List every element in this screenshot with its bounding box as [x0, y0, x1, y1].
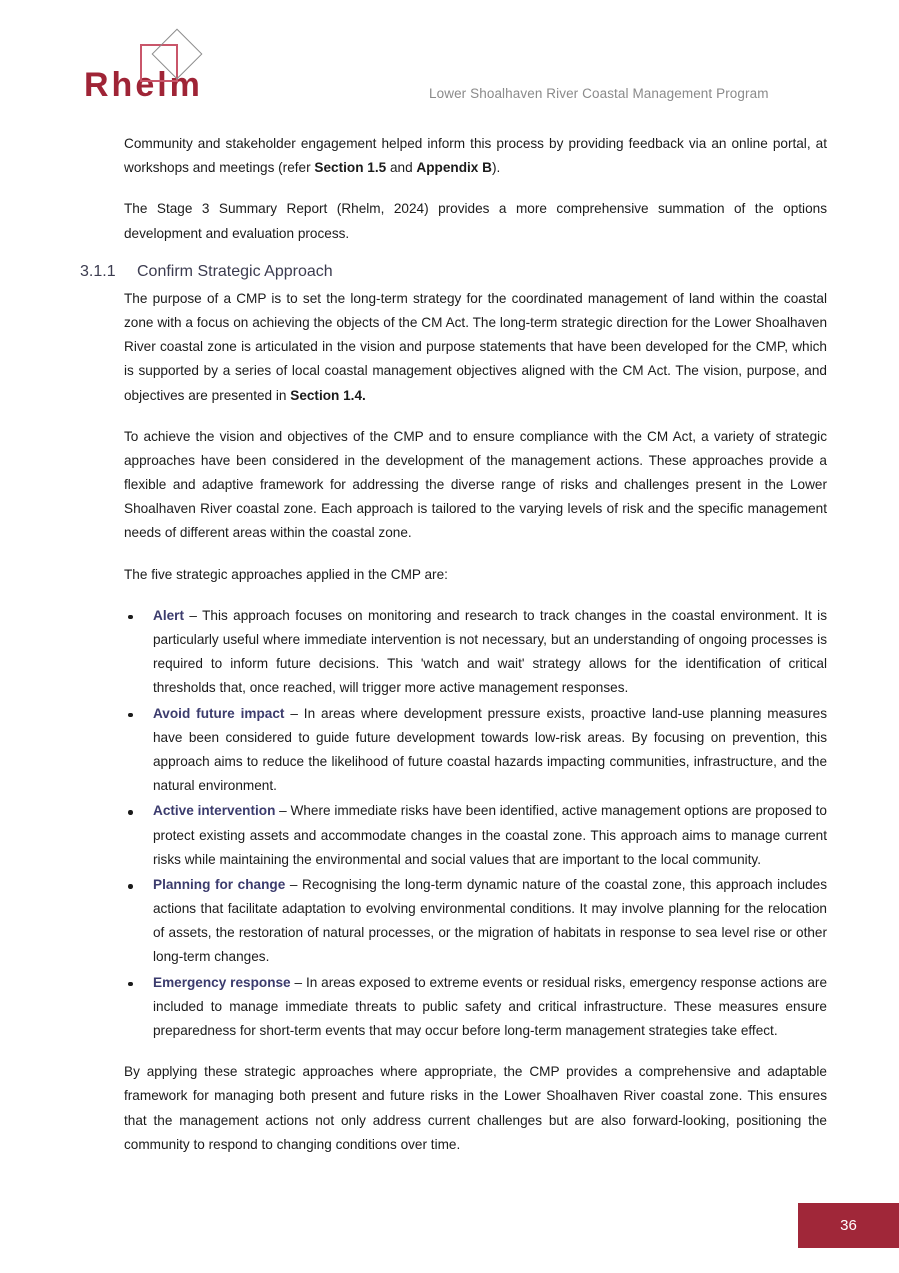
intro-p1-ref-appendix: Appendix B	[416, 160, 492, 176]
approach-term: Planning for change	[153, 876, 286, 892]
approach-term: Avoid future impact	[153, 705, 285, 721]
section-p1-text: The purpose of a CMP is to set the long-term strategy for the coordinated management of land within the coastal zone with a focus on achieving the objects of the CM Act. The long-term strategic direction for the Lower Shoalhaven River coastal zone is articulated in the vision and purpose statements that have been developed for the CMP, which is supported by a series of local coastal management objectives aligned with the CM Act. The vision, purpose, and objectives are presented in	[124, 290, 827, 403]
page-header	[0, 0, 899, 132]
page-number-badge	[798, 1203, 899, 1248]
approach-description: Where immediate risks have been identified, active management options are proposed to protect existing assets and accommodate changes in the coastal zone. This approach aims to manage current risks while maintaining the environmental and social values that are important to the local community.	[153, 803, 827, 867]
approach-description: In areas where development pressure exists, proactive land-use planning measures have been considered to guide future development towards low-risk areas. By focusing on prevention, this approach aims to reduce the likelihood of future coastal hazards impacting communities, infrastructure, and the natural environment.	[153, 705, 827, 794]
section-p1-ref: Section 1.4.	[290, 387, 366, 403]
list-item	[124, 702, 827, 799]
intro-p1-text-3: ).	[491, 160, 501, 176]
bullet-icon	[128, 884, 133, 889]
rhelm-logo	[84, 42, 264, 112]
approach-dash: –	[285, 876, 303, 892]
bullet-icon	[128, 982, 133, 987]
approach-dash: –	[290, 974, 306, 990]
approach-term: Emergency response	[153, 974, 291, 990]
approach-dash: –	[284, 705, 304, 721]
approach-term: Alert	[153, 607, 184, 623]
approach-term: Active intervention	[153, 803, 276, 819]
approach-description: Recognising the long-term dynamic nature of the coastal zone, this approach includes actions that facilitate adaptation to evolving environmental conditions. It may involve planning for the relocation of assets, the restoration of natural processes, or the migration of habitats in response to sea level rise or other long-term changes.	[153, 876, 827, 965]
bullet-icon	[128, 713, 133, 718]
section-paragraph-3: The five strategic approaches applied in the CMP are:	[124, 566, 448, 582]
bullet-icon	[128, 810, 133, 815]
approach-dash: –	[183, 607, 203, 623]
logo-wordmark: Rhelm	[84, 66, 203, 104]
strategic-approaches-list	[124, 604, 827, 1043]
approach-description: This approach focuses on monitoring and research to track changes in the coastal environment. It is particularly useful where immediate intervention is not necessary, but an understanding of ongoing processes is required to inform future decisions. This 'watch and wait' strategy allows for the identification of critical thresholds that, once reached, will trigger more active management responses.	[153, 607, 828, 696]
section-title: Confirm Strategic Approach	[137, 262, 333, 280]
closing-paragraph: By applying these strategic approaches where appropriate, the CMP provides a comprehensive and adaptable framework for managing both present and future risks in the Lower Shoalhaven River coastal zone. This ensures that the management actions not only address current challenges but are also forward-looking, positioning the community to respond to changing conditions over time.	[124, 1064, 827, 1152]
bullet-icon	[128, 615, 133, 620]
intro-p1-text-1: Community and stakeholder engagement helped inform this process by providing feedback via an online portal, at workshops and meetings (refer	[124, 136, 827, 176]
page-number: 36	[840, 1217, 857, 1234]
intro-paragraph-1	[124, 132, 827, 180]
intro-p1-ref-section: Section 1.5	[314, 160, 387, 176]
section-heading-3-1-1	[80, 263, 899, 281]
section-paragraph-2: To achieve the vision and objectives of the CMP and to ensure compliance with the CM Act, a variety of strategic approaches have been considered in the development of the management actions. These approaches provide a flexible and adaptive framework for addressing the diverse range of risks and challenges present in the Lower Shoalhaven River coastal zone. Each approach is tailored to the varying levels of risk and the specific management needs of different areas within the coastal zone.	[124, 428, 827, 541]
section-paragraph-1	[124, 287, 827, 408]
section-number: 3.1.1	[80, 262, 116, 280]
list-item	[124, 799, 827, 872]
document-body	[0, 132, 899, 1174]
intro-paragraph-2: The Stage 3 Summary Report (Rhelm, 2024) provides a more comprehensive summation of the options development and evaluation process.	[124, 201, 827, 241]
approach-description: In areas exposed to extreme events or residual risks, emergency response actions are included to manage immediate threats to public safety and critical infrastructure. These measures ensure preparedness for short-term events that may occur before long-term management strategies take effect.	[153, 974, 828, 1038]
document-title: Lower Shoalhaven River Coastal Management Program	[429, 86, 769, 101]
list-item	[124, 971, 827, 1044]
intro-p1-text-2: and	[386, 160, 417, 176]
approach-dash: –	[275, 803, 291, 819]
list-item	[124, 604, 827, 701]
list-item	[124, 873, 827, 970]
